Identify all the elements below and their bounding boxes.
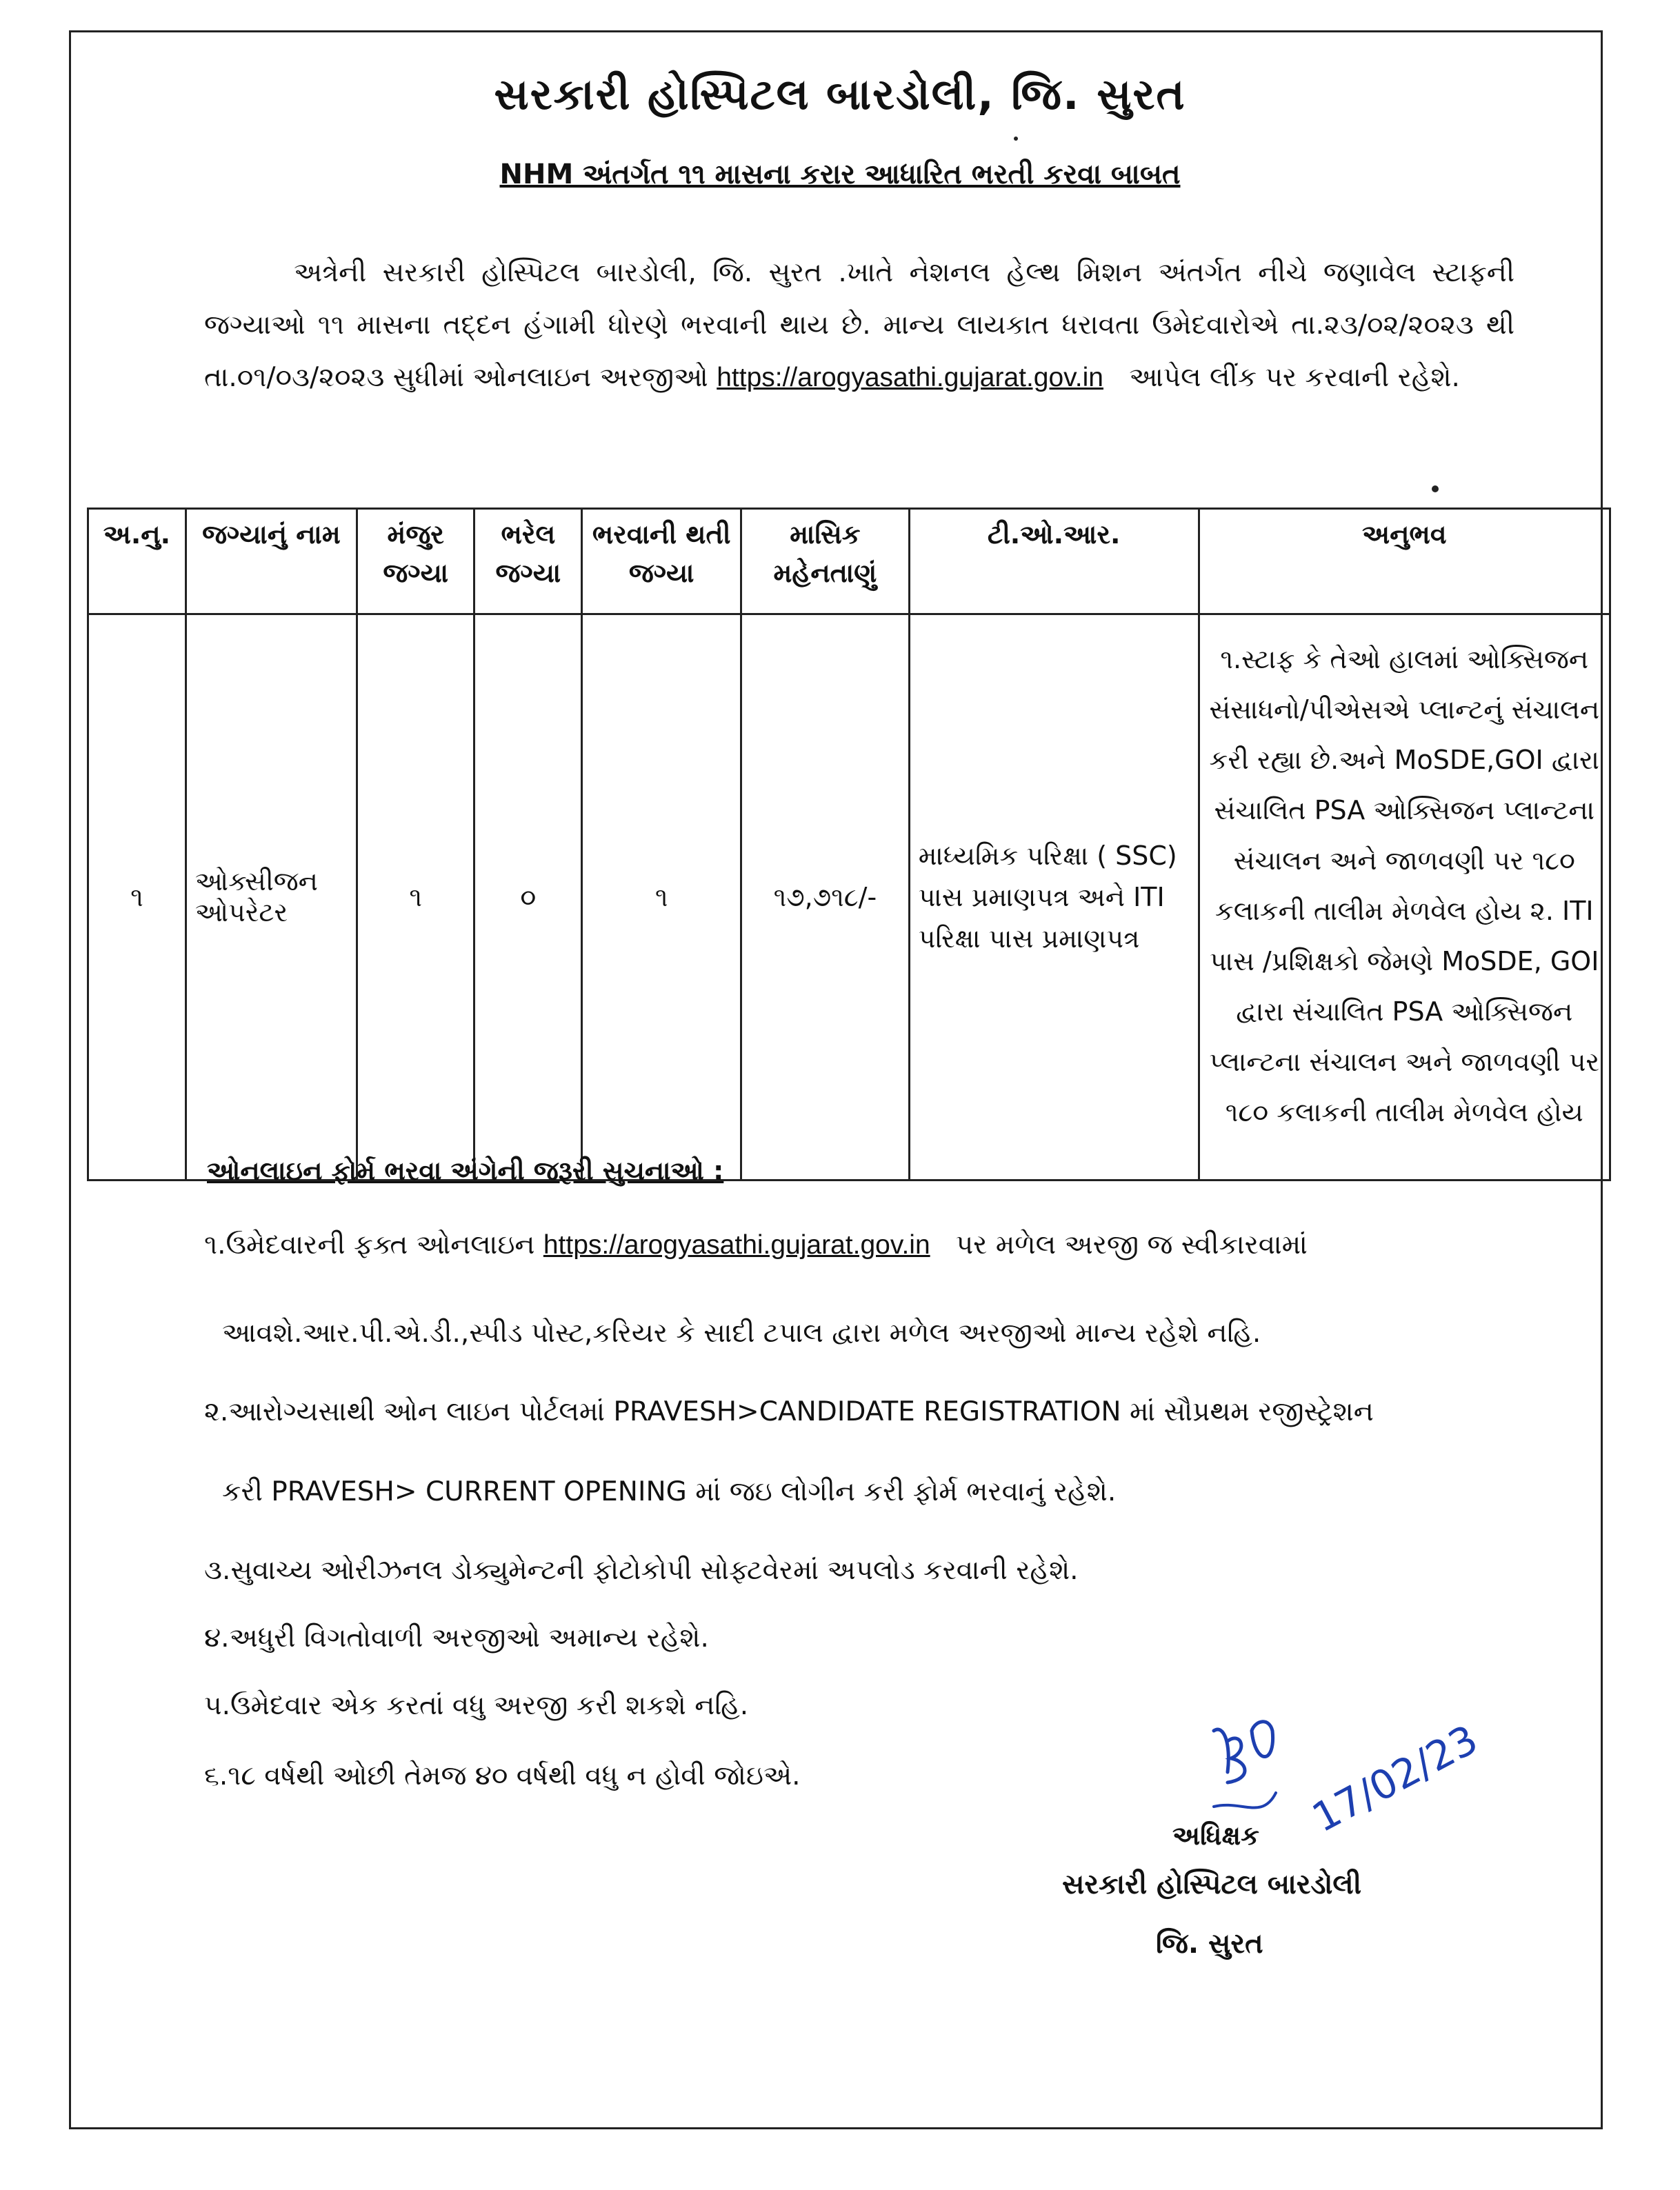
instruction-4: ૪.અધુરી વિગતોવાળી અરજીઓ અમાન્ય રહેશે. — [204, 1623, 709, 1654]
scan-speck — [1432, 485, 1439, 492]
instruction-2: ૨.આરોગ્યસાથી ઓન લાઇન પોર્ટલમાં PRAVESH>CANDIDATE REGISTRATION માં સૌપ્રથમ રજીસ્ટ્રેશન — [204, 1396, 1374, 1427]
table-header-row — [88, 509, 1610, 614]
instruction-6: ૬.૧૮ વર્ષથી ઓછી તેમજ ૪૦ વર્ષથી વધુ ન હોવી જોઇએ. — [204, 1760, 801, 1791]
page-title: સરકારી હોસ્પિટલ બારડોલી, જિ. સુરત — [494, 69, 1186, 119]
cell-filled: ૦ — [474, 614, 582, 1181]
signatory-district: જિ. સુરત — [1156, 1928, 1263, 1960]
cell-post: ઓક્સીજન ઓપરેટર — [186, 614, 357, 1181]
instruction-2-continued: કરી PRAVESH> CURRENT OPENING માં જઇ લોગીન કરી ફોર્મ ભરવાનું રહેશે. — [222, 1476, 1117, 1507]
instruction-3: ૩.સુવાચ્ય ઓરીઝનલ ડોક્યુમેન્ટની ફોટોકોપી સોફ્ટવેરમાં અપલોડ કરવાની રહેશે. — [204, 1555, 1079, 1586]
cell-tor: માધ્યમિક પરિક્ષા ( SSC) પાસ પ્રમાણપત્ર અને ITI પરિક્ષા પાસ પ્રમાણપત્ર — [909, 614, 1199, 1181]
col-header-to-fill: ભરવાની થતી જગ્યા — [582, 509, 741, 614]
cell-salary: ૧૭,૭૧૮/- — [741, 614, 910, 1181]
signature-date: 17/02/23 — [1304, 1716, 1486, 1842]
instruction-1-text-a: ૧.ઉમેદવારની ફક્ત ઓનલાઇન — [204, 1229, 535, 1260]
col-header-tor: ટી.ઓ.આર. — [909, 509, 1199, 614]
table-row — [88, 614, 1610, 1181]
instruction-1-link[interactable]: https://arogyasathi.gujarat.gov.in — [543, 1230, 930, 1260]
col-header-sanctioned: મંજુર જગ્યા — [357, 509, 474, 614]
col-header-filled: ભરેલ જગ્યા — [474, 509, 582, 614]
intro-text-part1: અત્રેની સરકારી હોસ્પિટલ બારડોલી, જિ. સુરત .ખાતે નેશનલ હેલ્થ મિશન અંતર્ગત નીચે જણાવેલ સ્ટાફની જગ્યાઓ ૧૧ માસના તદ્દન હંગામી ધોરણે ભરવાની થાય છે. માન્ય લાયકાત ધરાવતા ઉમેદવારોએ તા.૨૩/૦૨/૨૦૨૩ થી તા.૦૧/૦૩/૨૦૨૩ સુધીમાં ઓનલાઇન અરજીઓ — [204, 257, 1514, 393]
cell-sanctioned: ૧ — [357, 614, 474, 1181]
instruction-1-continued: આવશે.આર.પી.એ.ડી.,સ્પીડ પોસ્ટ,કરિયર કે સાદી ટપાલ દ્વારા મળેલ અરજીઓ માન્ય રહેશે નહિ. — [222, 1318, 1261, 1349]
cell-sr: ૧ — [88, 614, 186, 1181]
signatory-designation: અધિક્ષક — [1172, 1820, 1259, 1851]
signatory-office: સરકારી હોસ્પિટલ બારડોલી — [1062, 1869, 1362, 1900]
intro-paragraph — [204, 247, 1514, 404]
instruction-1 — [204, 1226, 1308, 1265]
scan-speck — [1014, 137, 1018, 141]
col-header-salary: માસિક મહેનતાણું — [741, 509, 910, 614]
posts-table — [87, 508, 1611, 1181]
intro-link[interactable]: https://arogyasathi.gujarat.gov.in — [717, 363, 1103, 392]
cell-to-fill: ૧ — [582, 614, 741, 1181]
col-header-experience: અનુભવ — [1199, 509, 1610, 614]
col-header-sr: અ.નુ. — [88, 509, 186, 614]
instruction-5: ૫.ઉમેદવાર એક કરતાં વધુ અરજી કરી શકશે નહિ. — [204, 1690, 749, 1721]
cell-experience: ૧.સ્ટાફ કે તેઓ હાલમાં ઓક્સિજન સંસાધનો/પીએસએ પ્લાન્ટનું સંચાલન કરી રહ્યા છે.અને MoSDE,GOI દ્વારા સંચાલિત PSA ઓક્સિજન પ્લાન્ટના સંચાલન અને જાળવણી પર ૧૮૦ કલાકની તાલીમ મેળવેલ હોય ૨. ITI પાસ /પ્રશિક્ષકો જેમણે MoSDE, GOI દ્વારા સંચાલિત PSA ઓક્સિજન પ્લાન્ટના સંચાલન અને જાળવણી પર ૧૮૦ કલાકની તાલીમ મેળવેલ હોય — [1199, 614, 1610, 1181]
instructions-heading: ઓનલાઇન ફોર્મ ભરવા અંગેની જરૂરી સુચનાઓ : — [207, 1156, 724, 1186]
intro-text-part2: આપેલ લીંક પર કરવાની રહેશે. — [1129, 362, 1460, 393]
page-subtitle: NHM અંતર્ગત ૧૧ માસના કરાર આધારિત ભરતી કરવા બાબત — [499, 159, 1181, 190]
instruction-1-text-b: પર મળેલ અરજી જ સ્વીકારવામાં — [955, 1229, 1308, 1260]
col-header-post: જગ્યાનું નામ — [186, 509, 357, 614]
